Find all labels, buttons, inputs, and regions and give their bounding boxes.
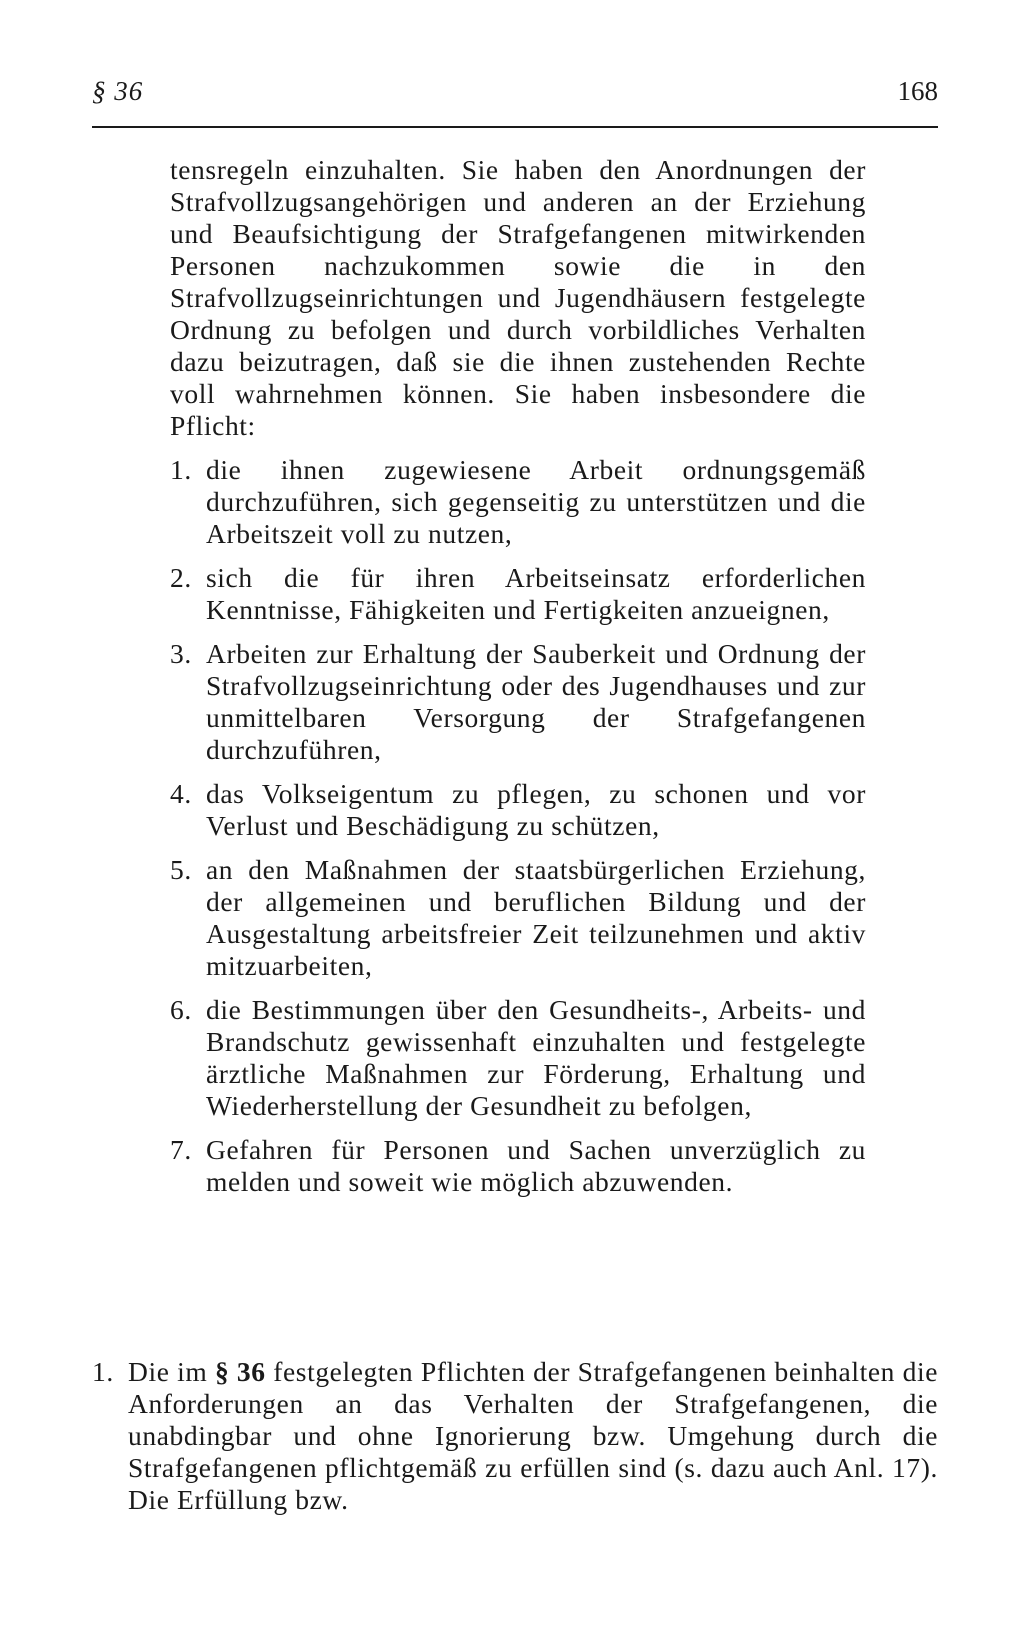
- duty-item-text: Arbeiten zur Erhaltung der Sauberkeit und Ordnung der Strafvollzugseinrichtung oder des Jugendhauses und zur unmittelbaren Versorgung der Strafgefangenen durchzuführen,: [206, 638, 866, 765]
- duty-list-item: [170, 994, 866, 1122]
- duty-item-text: an den Maßnahmen der staatsbürgerlichen Erziehung, der allgemeinen und beruflichen Bildung und der Ausgestaltung arbeitsfreier Zeit teilzunehmen und aktiv mitzuarbeiten,: [206, 854, 866, 981]
- commentary-item: [92, 1356, 938, 1516]
- commentary-block: [92, 1356, 938, 1516]
- duty-item-text: die ihnen zugewiesene Arbeit ordnungsgemäß durchzuführen, sich gegenseitig zu unterstützen und die Arbeitszeit voll zu nutzen,: [206, 454, 866, 549]
- duty-list: [170, 454, 866, 1198]
- law-intro-paragraph: tensregeln einzuhalten. Sie haben den Anordnungen der Strafvollzugsangehörigen und anderen an der Erziehung und Beaufsichtigung der Strafgefangenen mitwirkenden Personen nachzukommen sowie die in den Strafvollzugseinrichtungen und Jugendhäusern festgelegte Ordnung zu befolgen und durch vorbildliches Verhalten dazu beizutragen, daß sie die ihnen zustehenden Rechte voll wahrnehmen können. Sie haben insbesondere die Pflicht:: [170, 154, 866, 441]
- section-reference: § 36: [92, 76, 144, 106]
- duty-list-item: [170, 854, 866, 982]
- duty-item-text: die Bestimmungen über den Gesundheits-, Arbeits- und Brandschutz gewissenhaft einzuhalten und festgelegte ärztliche Maßnahmen zur Förderung, Erhaltung und Wiederherstellung der Gesundheit zu befolgen,: [206, 994, 866, 1121]
- duty-item-number: 1.: [170, 454, 192, 485]
- running-head: [92, 72, 938, 112]
- duty-item-text: Gefahren für Personen und Sachen unverzüglich zu melden und soweit wie möglich abzuwenden.: [206, 1134, 866, 1197]
- law-text-block: [170, 154, 866, 1210]
- duty-list-item: [170, 562, 866, 626]
- duty-item-number: 4.: [170, 778, 192, 809]
- page-number: 168: [897, 76, 938, 106]
- duty-item-number: 2.: [170, 562, 192, 593]
- duty-item-number: 6.: [170, 994, 192, 1025]
- duty-list-item: [170, 638, 866, 766]
- duty-item-number: 3.: [170, 638, 192, 669]
- duty-item-number: 5.: [170, 854, 192, 885]
- duty-item-text: das Volkseigentum zu pflegen, zu schonen und vor Verlust und Beschädigung zu schützen,: [206, 778, 866, 841]
- duty-list-item: [170, 454, 866, 550]
- commentary-section-reference: § 36: [214, 1356, 266, 1387]
- commentary-number: 1.: [92, 1356, 114, 1387]
- header-rule: [92, 126, 938, 128]
- duty-list-item: [170, 778, 866, 842]
- duty-item-text: sich die für ihren Arbeitseinsatz erforderlichen Kenntnisse, Fähigkeiten und Fertigkeiten anzueignen,: [206, 562, 866, 625]
- duty-list-item: [170, 1134, 866, 1198]
- duty-item-number: 7.: [170, 1134, 192, 1165]
- commentary-text-after: festgelegten Pflichten der Strafgefangenen beinhalten die Anforderungen an das Verhalten der Strafgefangenen, die unabdingbar und ohne Ignorierung bzw. Umgehung durch die Strafgefangenen pflichtgemäß zu erfüllen sind (s. dazu auch Anl. 17). Die Erfüllung bzw.: [128, 1356, 939, 1515]
- commentary-text-before: Die im: [128, 1356, 215, 1387]
